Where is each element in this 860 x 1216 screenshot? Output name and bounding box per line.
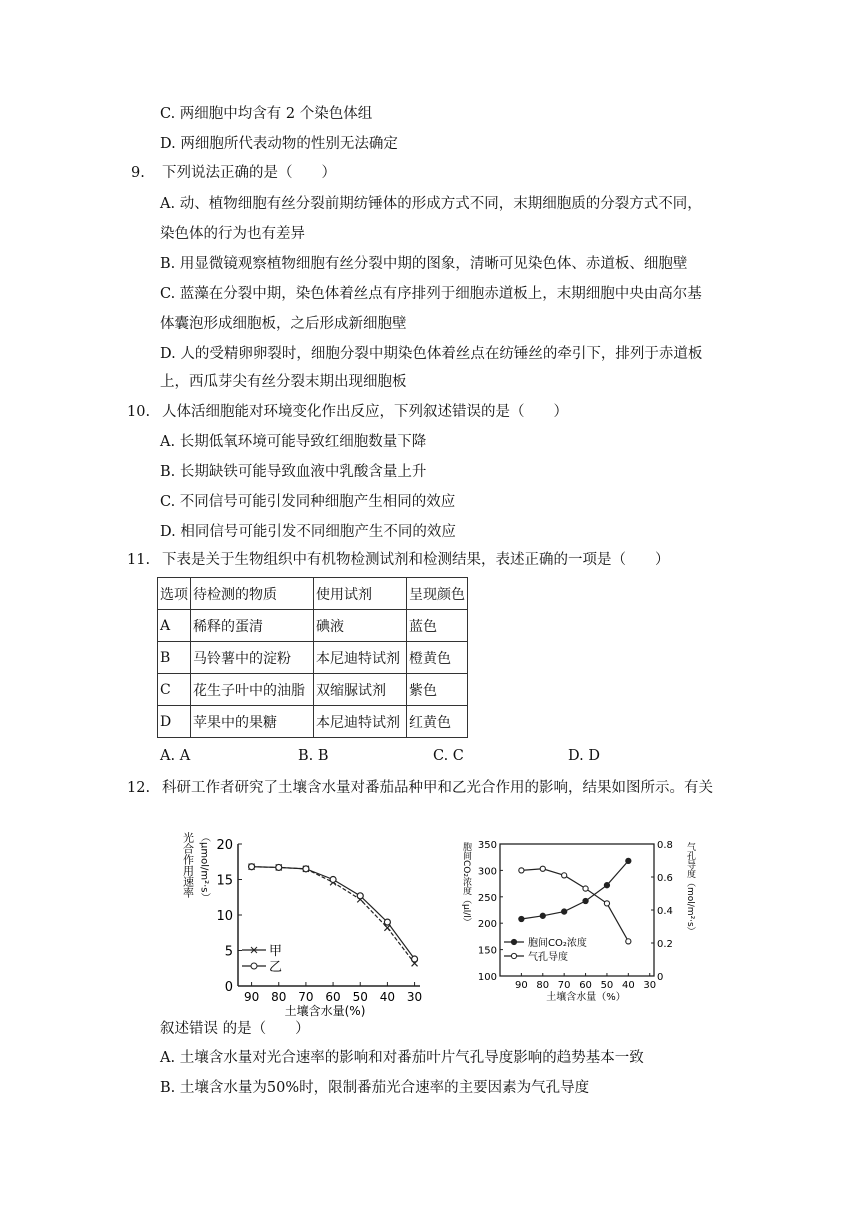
y2-tick-label: 0.2 [657, 939, 673, 950]
table-row [158, 706, 468, 738]
q9-option-c: C. 蓝藻在分裂中期，染色体着丝点有序排列于细胞赤道板上，末期细胞中央由高尔基 [160, 286, 702, 302]
legend-label: 气孔导度 [528, 952, 568, 963]
table-cell: C [158, 674, 191, 706]
q10-option-a: A. 长期低氧环境可能导致红细胞数量下降 [160, 434, 427, 450]
data-point-乙 [276, 864, 282, 870]
table-cell: 苹果中的果糖 [191, 706, 314, 738]
x-tick-label: 40 [379, 990, 396, 1004]
data-point-乙 [303, 866, 309, 872]
x-tick-label: 70 [298, 990, 314, 1004]
data-point [519, 868, 524, 873]
x-tick-label: 60 [579, 980, 592, 991]
y-tick-label: 300 [477, 866, 497, 878]
reagent-table [157, 577, 468, 738]
y-tick-label: 20 [216, 838, 233, 853]
y-tick-label: 5 [224, 944, 233, 960]
y-tick-label: 250 [477, 892, 497, 904]
legend-label: 胞间CO₂浓度 [528, 938, 587, 949]
data-point [626, 858, 631, 863]
q12-option-a: A. 土壤含水量对光合速率的影响和对番茄叶片气孔导度影响的趋势基本一致 [160, 1050, 644, 1066]
legend-marker [251, 963, 257, 969]
x-axis-label: 土壤含水量(%) [284, 1004, 366, 1018]
photosynthesis-rate-chart [180, 832, 430, 1022]
table-row [158, 674, 468, 706]
q10-option-c: C. 不同信号可能引发同种细胞产生相同的效应 [160, 494, 456, 510]
data-point-乙 [412, 956, 418, 962]
x-tick-label: 90 [515, 980, 528, 991]
table-cell: A [158, 610, 191, 642]
legend-marker [511, 939, 516, 944]
q9-option-c-cont: 体囊泡形成细胞板，之后形成新细胞壁 [160, 316, 407, 332]
q11-answer-d: D. D [568, 748, 600, 764]
data-point [583, 898, 588, 903]
table-cell: 红黄色 [407, 706, 468, 738]
table-header-row [158, 578, 468, 610]
data-point-乙 [357, 893, 363, 899]
table-cell: 橙黄色 [407, 642, 468, 674]
table-cell: B [158, 642, 191, 674]
x-tick-label: 50 [600, 980, 614, 991]
q8-option-d: D. 两细胞所代表动物的性别无法确定 [160, 136, 398, 152]
q10-option-d: D. 相同信号可能引发不同细胞产生不同的效应 [160, 524, 456, 540]
x-tick-label: 70 [557, 980, 571, 991]
data-point [626, 939, 631, 944]
table-row [158, 642, 468, 674]
q11-answer-c: C. C [433, 748, 464, 764]
x-tick-label: 60 [325, 990, 341, 1004]
data-point [583, 886, 588, 891]
q10-stem: 人体活细胞能对环境变化作出反应，下列叙述错误的是（ ） [162, 404, 568, 420]
table-cell: 马铃薯中的淀粉 [191, 642, 314, 674]
q12-stem: 科研工作者研究了土壤含水量对番茄品种甲和乙光合作用的影响，结果如图所示。有关 [162, 780, 713, 796]
y-axis-label: 胞间CO₂浓度（μl/l） [461, 842, 471, 927]
y-tick-label: 0 [224, 980, 233, 995]
q12-option-b: B. 土壤含水量为50%时，限制番茄光合速率的主要因素为气孔导度 [160, 1080, 590, 1096]
q11-answer-a: A. A [160, 748, 191, 764]
q8-option-c: C. 两细胞中均含有 2 个染色体组 [160, 106, 373, 122]
y2-tick-label: 0.4 [657, 906, 673, 917]
y-tick-label: 15 [216, 873, 233, 889]
x-tick-label: 80 [536, 980, 550, 991]
y-tick-label: 200 [477, 919, 497, 931]
table-cell: D [158, 706, 191, 738]
y-tick-label: 150 [477, 945, 497, 957]
data-point [562, 909, 567, 914]
y2-tick-label: 0.6 [657, 873, 673, 884]
q9-option-b: B. 用显微镜观察植物细胞有丝分裂中期的图象，清晰可见染色体、赤道板、细胞壁 [160, 256, 688, 272]
table-header-cell: 呈现颜色 [407, 578, 468, 610]
q12-stem-cont: 叙述错误 的是（ ） [160, 1021, 310, 1037]
x-tick-label: 40 [621, 980, 635, 991]
table-header-cell: 使用试剂 [314, 578, 407, 610]
data-point-乙 [384, 919, 390, 925]
y-tick-label: 10 [216, 909, 233, 924]
table-cell: 本尼迪特试剂 [314, 642, 407, 674]
q11-stem: 下表是关于生物组织中有机物检测试剂和检测结果，表述正确的一项是（ ） [162, 552, 670, 568]
data-point [562, 873, 567, 878]
data-point [540, 913, 545, 918]
x-tick-label: 90 [243, 990, 260, 1004]
legend-marker [511, 953, 516, 958]
x-tick-label: 30 [643, 980, 657, 991]
table-cell: 碘液 [314, 610, 407, 642]
table-cell: 紫色 [407, 674, 468, 706]
legend-label: 乙 [269, 960, 283, 975]
table-header-cell: 选项 [158, 578, 191, 610]
q9-stem: 下列说法正确的是（ ） [162, 165, 336, 181]
y2-tick-label: 0 [657, 972, 664, 983]
legend-label: 甲 [269, 944, 283, 959]
table-cell: 本尼迪特试剂 [314, 706, 407, 738]
q9-option-a-cont: 染色体的行为也有差异 [160, 226, 305, 242]
x-tick-label: 80 [271, 990, 287, 1004]
q11-number: 11. [127, 552, 151, 568]
y-axis-unit: （μmol/m²·s） [198, 832, 210, 903]
q9-option-d-cont: 上，西瓜芽尖有丝分裂末期出现细胞板 [160, 374, 407, 390]
q9-option-d: D. 人的受精卵卵裂时，细胞分裂中期染色体着丝点在纺锤丝的牵引下，排列于赤道板 [160, 346, 703, 362]
q10-option-b: B. 长期缺铁可能导致血液中乳酸含量上升 [160, 464, 427, 480]
data-point-乙 [249, 864, 255, 870]
table-cell: 蓝色 [407, 610, 468, 642]
table-cell: 稀释的蛋清 [191, 610, 314, 642]
q9-number: 9. [131, 165, 145, 181]
table-cell: 双缩脲试剂 [314, 674, 407, 706]
table-row [158, 610, 468, 642]
x-tick-label: 50 [352, 990, 368, 1004]
y-tick-label: 350 [477, 840, 497, 851]
q10-number: 10. [127, 404, 151, 420]
x-tick-label: 30 [406, 990, 423, 1004]
y2-tick-label: 0.8 [657, 840, 673, 851]
data-point-乙 [330, 877, 336, 883]
y-axis-label: 光合作用速率 [181, 832, 195, 898]
table-cell: 花生子叶中的油脂 [191, 674, 314, 706]
data-point [604, 901, 609, 906]
q9-option-a: A. 动、植物细胞有丝分裂前期纺锤体的形成方式不同，末期细胞质的分裂方式不同， [160, 196, 702, 212]
data-point [519, 916, 524, 921]
table-header-cell: 待检测的物质 [191, 578, 314, 610]
q11-answer-b: B. B [298, 748, 329, 764]
co2-stomatal-chart [458, 832, 698, 1012]
data-point [540, 866, 545, 871]
y-tick-label: 100 [477, 972, 497, 983]
y2-axis-label: 气孔导度（mol/m²·s） [685, 842, 695, 936]
x-axis-label: 土壤含水量（%） [546, 992, 626, 1003]
q12-number: 12. [127, 780, 151, 796]
data-point [604, 883, 609, 888]
